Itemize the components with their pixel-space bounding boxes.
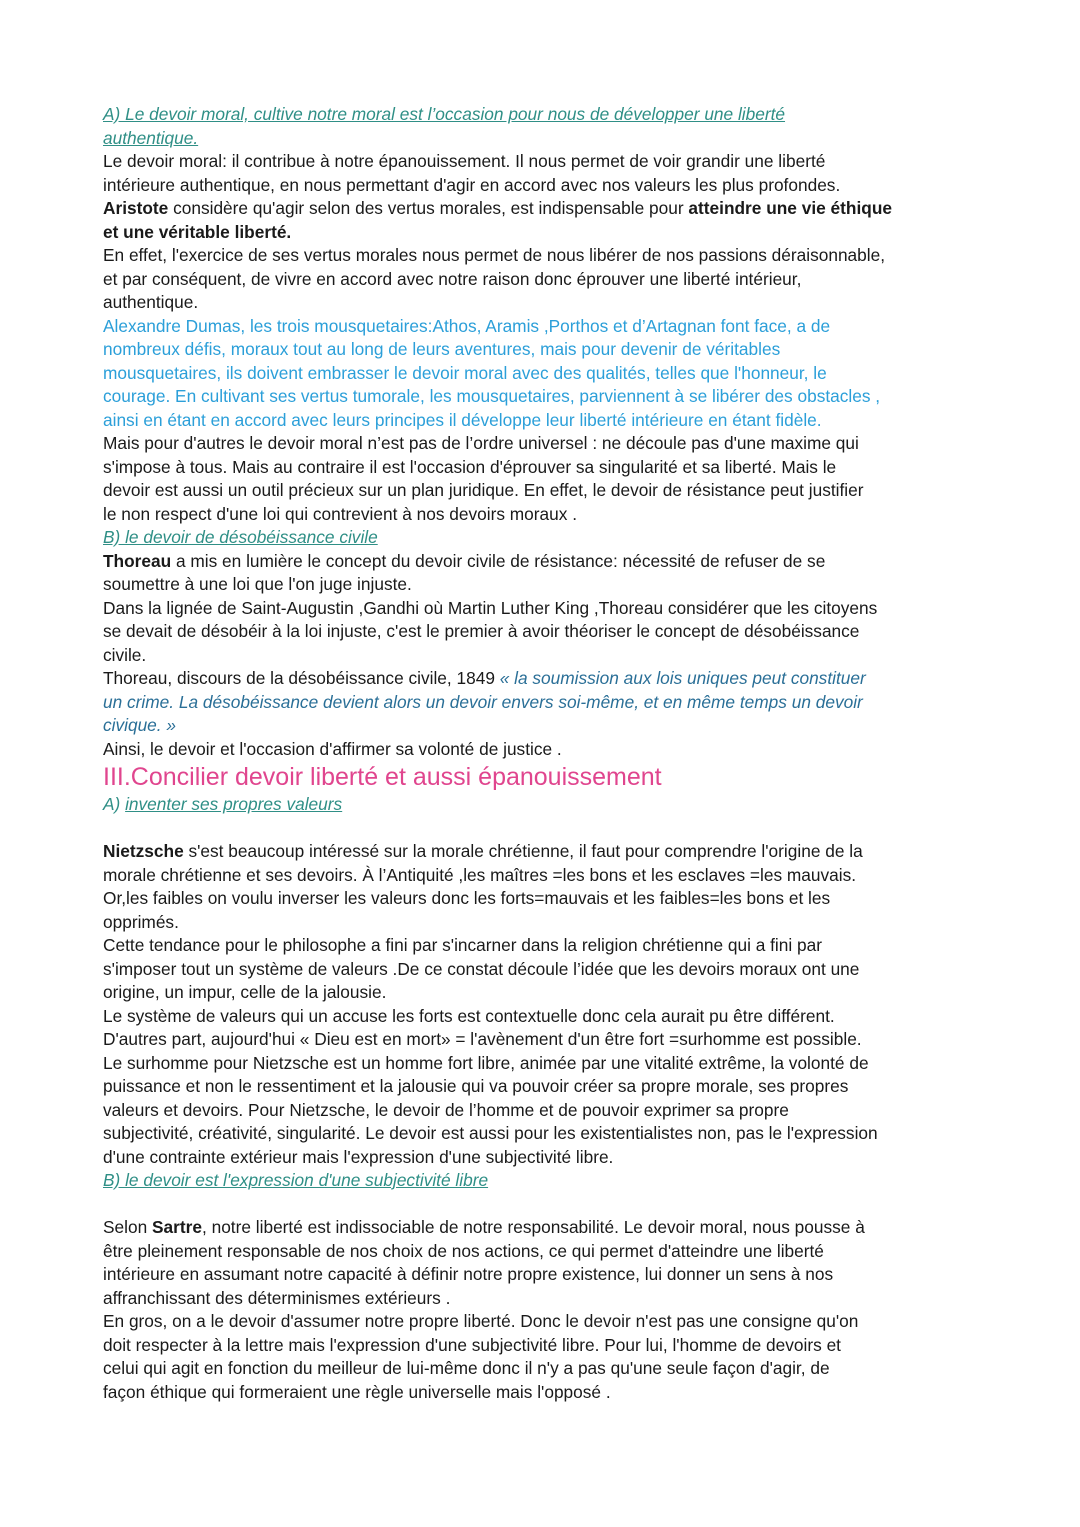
text-line [103,409,1003,433]
body-text: En effet, l'exercice de ses vertus morales nous permet de nous libérer de nos passions déraisonnable, [103,245,886,265]
body-text: façon éthique qui formeraient une règle universelle mais l'opposé . [103,1381,611,1402]
document-page [103,103,1003,1404]
text-line [103,1099,1003,1123]
body-text: s'impose à tous. Mais au contraire il est l'occasion d'éprouver sa singularité et sa liberté. Mais le [103,456,837,477]
body-text: En gros, on a le devoir d'assumer notre propre liberté. Donc le devoir n'est pas une consigne qu'on [103,1311,859,1331]
text-line [103,1263,1003,1287]
body-text: Thoreau, discours de la désobéissance civile, 1849 [103,668,500,688]
body-text: Mais pour d'autres le devoir moral n’est pas de l’ordre universel : ne découle pas d'une maxime qui [103,433,859,453]
subheading-label: A) [103,794,126,814]
bold-term: Sartre [152,1217,202,1237]
body-text: civile. [103,644,147,665]
text-line [103,691,1003,715]
text-line [103,503,1003,527]
body-text: intérieure authentique, en nous permettant d'agir en accord avec nos valeurs les plus profondes. [103,174,841,195]
body-text: le non respect d'une loi qui contrevient à nos devoirs moraux . [103,503,578,524]
text-line [103,644,1003,668]
example-text: courage. En cultivant ses vertus tumorale, les mousquetaires, parviennent à se libérer des obstacles , [103,386,881,406]
body-text: puissance et non le ressentiment et la jalousie qui va pouvoir créer sa propre morale, ses propres [103,1076,849,1096]
text-line [103,150,1003,174]
body-text: se devait de désobéir à la loi injuste, c'est le premier à avoir théoriser le concept de désobéissance [103,621,860,641]
body-text: doit respecter à la lettre mais l'expression d'une subjectivité libre. Pour lui, l'homme de devoirs et [103,1334,841,1355]
text-line [103,550,1003,574]
body-text: Le système de valeurs qui un accuse les forts est contextuelle donc cela aurait pu être différent. [103,1005,835,1026]
body-text: morale chrétienne et ses devoirs. À l’Antiquité ,les maîtres =les bons et les esclaves =les mauvais. [103,864,857,885]
text-line [103,958,1003,982]
example-text: ainsi en étant en accord avec leurs principes il développe leur liberté intérieure en étant fidèle. [103,409,822,430]
bold-term: Nietzsche [103,841,184,861]
body-text: soumettre à une loi que l'on juge injuste. [103,574,412,594]
text-line [103,1122,1003,1146]
body-text: devoir est aussi un outil précieux sur un plan juridique. En effet, le devoir de résistance peut justifier [103,480,864,500]
body-text: considère qu'agir selon des vertus morales, est indispensable pour [168,198,689,218]
subheading-link: authentique. [103,127,199,148]
text-line [103,1240,1003,1264]
text-line [103,1310,1003,1334]
text-line [103,456,1003,480]
body-text: Le surhomme pour Nietzsche est un homme fort libre, animée par une vitalité extrême, la volonté de [103,1052,869,1073]
body-text: a mis en lumière le concept du devoir civile de résistance: nécessité de refuser de se [171,550,826,571]
body-text: s'est beaucoup intéressé sur la morale chrétienne, il faut pour comprendre l'origine de la [183,841,863,861]
text-line [103,1146,1003,1170]
text-line [103,479,1003,503]
text-line [103,244,1003,268]
text-line [103,315,1003,339]
subheading-link: B) le devoir est l'expression d'une subjectivité libre [103,1170,489,1190]
text-line [103,291,1003,315]
blank-line [103,817,1003,841]
text-line [103,1381,1003,1405]
text-line [103,573,1003,597]
text-line [103,887,1003,911]
body-text: être pleinement responsable de nos choix de nos actions, ce qui permet d'atteindre une liberté [103,1240,824,1261]
body-text: s'imposer tout un système de valeurs .De ce constat découle l’idée que les devoirs moraux ont une [103,958,860,979]
bold-term: et une véritable liberté. [103,221,292,242]
quote-text: civique. » [103,715,177,735]
body-text: authentique. [103,292,199,312]
body-text: valeurs et devoirs. Pour Nietzsche, le devoir de l’homme et de pouvoir exprimer sa propre [103,1099,789,1120]
text-line [103,1169,1003,1193]
text-line [103,221,1003,245]
text-line [103,1287,1003,1311]
bold-term: Aristote [103,198,169,218]
body-text: subjectivité, créativité, singularité. Le devoir est aussi pour les existentialistes non, pas le l'expression [103,1123,878,1143]
body-text: , notre liberté est indissociable de notre responsabilité. Le devoir moral, nous pousse à [201,1217,865,1237]
text-line [103,1334,1003,1358]
body-text: Or,les faibles on voulu inverser les valeurs donc les forts=mauvais et les faibles=les bons et les [103,888,831,908]
text-line [103,432,1003,456]
text-line [103,911,1003,935]
text-line [103,1216,1003,1240]
text-line [103,864,1003,888]
body-text: Selon [103,1217,153,1237]
text-line [103,197,1003,221]
body-text: opprimés. [103,911,179,932]
text-line [103,385,1003,409]
text-line [103,761,1003,793]
subheading-link: inventer ses propres valeurs [125,794,343,814]
text-line [103,714,1003,738]
subheading-link: B) le devoir de désobéissance civile [103,527,378,547]
bold-term: Thoreau [103,550,172,571]
text-line [103,981,1003,1005]
body-text: celui qui agit en fonction du meilleur de lui-même donc il n'y a pas qu'une seule façon d'agir, de [103,1358,830,1378]
text-line [103,268,1003,292]
text-line [103,738,1003,762]
text-line [103,597,1003,621]
text-line [103,1075,1003,1099]
text-line [103,174,1003,198]
blank-line [103,1193,1003,1217]
body-text: Ainsi, le devoir et l'occasion d'affirmer sa volonté de justice . [103,738,562,759]
text-line [103,620,1003,644]
text-line [103,526,1003,550]
body-text: Cette tendance pour le philosophe a fini par s'incarner dans la religion chrétienne qui a fini par [103,935,823,955]
text-line [103,338,1003,362]
text-line [103,1028,1003,1052]
text-line [103,103,1003,127]
text-line [103,362,1003,386]
text-line [103,667,1003,691]
body-text: et par conséquent, de vivre en accord avec notre raison donc éprouver une liberté intérieur, [103,268,802,289]
text-line [103,127,1003,151]
text-line [103,934,1003,958]
text-line [103,1005,1003,1029]
bold-term: atteindre une vie éthique [688,198,892,218]
text-line [103,793,1003,817]
example-text: mousquetaires, ils doivent embrasser le devoir moral avec des qualités, telles que l'honneur, le [103,362,827,383]
text-line [103,1052,1003,1076]
body-text: Dans la lignée de Saint-Augustin ,Gandhi où Martin Luther King ,Thoreau considérer que les citoyens [103,597,878,618]
example-text: nombreux défis, moraux tout au long de leurs aventures, mais pour devenir de véritables [103,339,781,359]
body-text: Le devoir moral: il contribue à notre épanouissement. Il nous permet de voir grandir une liberté [103,151,826,171]
quote-text: un crime. La désobéissance devient alors un devoir envers soi-même, et en même temps un devoir [103,691,863,712]
quote-text: « la soumission aux lois uniques peut constituer [499,668,866,688]
body-text: d'une contrainte extérieur mais l'expression d'une subjectivité libre. [103,1146,614,1167]
example-text: Alexandre Dumas, les trois mousquetaires:Athos, Aramis ,Porthos et d’Artagnan font face, a de [103,315,831,336]
section-heading: III.Concilier devoir liberté et aussi épanouissement [103,763,662,791]
body-text: origine, un impur, celle de la jalousie. [103,982,387,1002]
subheading-link: A) Le devoir moral, cultive notre moral est l’occasion pour nous de développer une liberté [103,104,786,124]
text-line [103,840,1003,864]
body-text: affranchissant des déterminismes extérieurs . [103,1287,451,1308]
body-text: intérieure en assumant notre capacité à définir notre propre existence, lui donner un sens à nos [103,1264,834,1284]
text-line [103,1357,1003,1381]
body-text: D'autres part, aujourd'hui « Dieu est en mort» = l'avènement d'un être fort =surhomme est possible. [103,1029,862,1049]
